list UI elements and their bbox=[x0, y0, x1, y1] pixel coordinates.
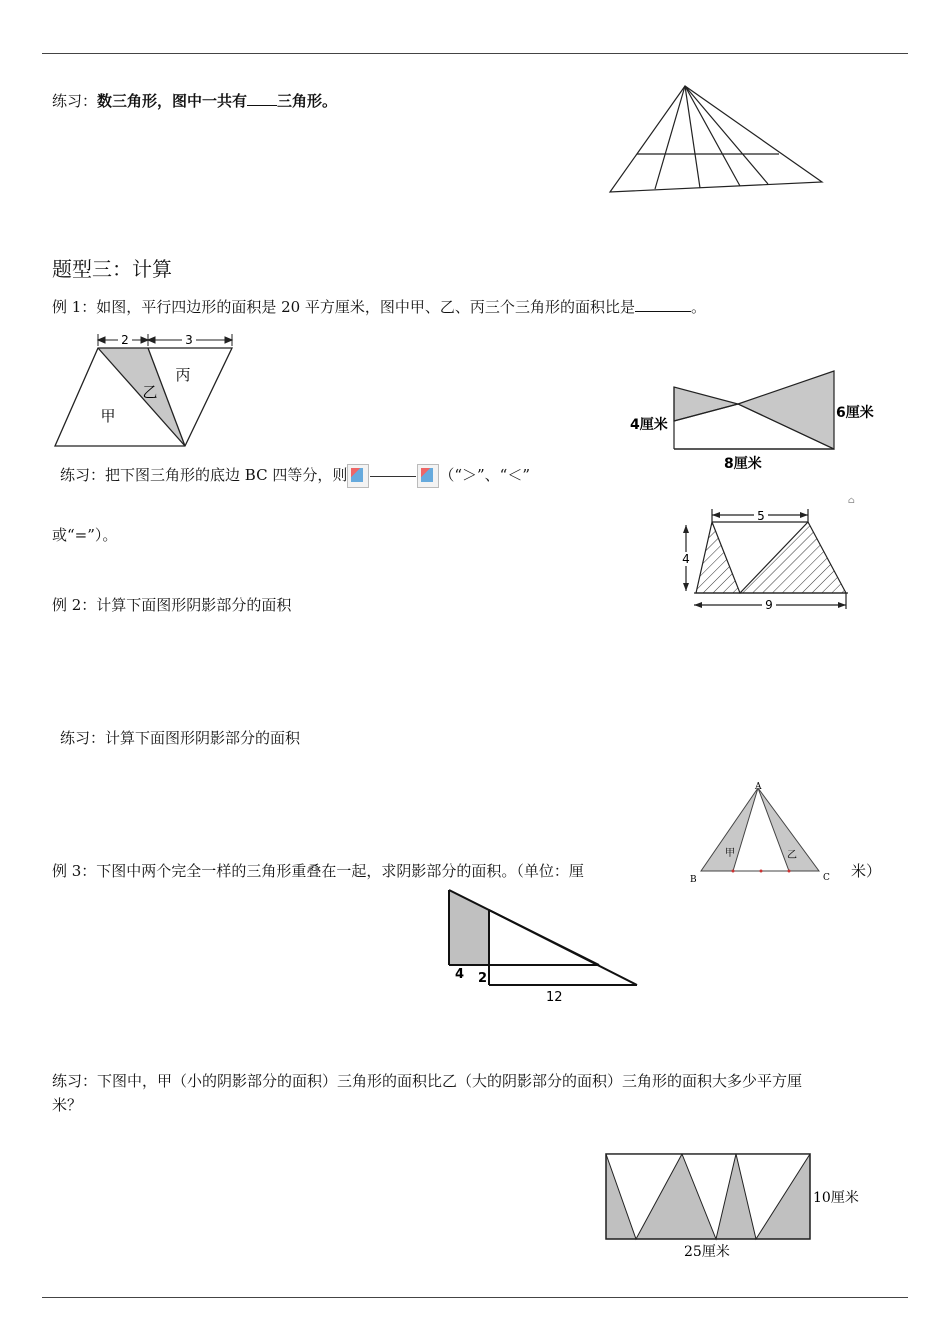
bottom-rule bbox=[42, 1297, 908, 1298]
overlap-label-4: 4 bbox=[455, 967, 465, 982]
fig-jia: 甲 bbox=[100, 407, 116, 425]
fig-top-a: 2 bbox=[121, 333, 129, 347]
practice1-label: 练习： bbox=[52, 92, 98, 110]
example1-text: 例 1：如图，平行四边形的面积是 20 平方厘米，图中甲、乙、丙三个三角形的面积比是 bbox=[52, 298, 635, 316]
example3-text: 例 3：下图中两个完全一样的三角形重叠在一起，求阴影部分的面积。（单位：厘 bbox=[52, 862, 584, 880]
label-a: A bbox=[755, 782, 762, 792]
example1-line bbox=[52, 297, 706, 317]
practice1-blank bbox=[247, 91, 277, 106]
bowtie-right-label: 6厘米 bbox=[836, 405, 874, 421]
anchor-icon: ⌂ bbox=[848, 496, 855, 506]
practice3-text: 练习：计算下面图形阴影部分的面积 bbox=[60, 729, 301, 747]
broken-image-icon bbox=[347, 464, 369, 488]
example1-blank bbox=[635, 297, 691, 312]
triangle-abc-figure bbox=[685, 780, 845, 890]
practice1-line bbox=[52, 91, 337, 111]
parallelogram-figure bbox=[50, 330, 250, 450]
bowtie-bottom-label: 8厘米 bbox=[724, 456, 762, 472]
rectangle-triangles-figure bbox=[600, 1150, 880, 1270]
overlap-label-2: 2 bbox=[478, 971, 488, 986]
top-rule bbox=[42, 53, 908, 54]
fig-bing: 丙 bbox=[175, 366, 191, 384]
overlap-triangles-figure bbox=[440, 885, 660, 1010]
example2-text: 例 2：计算下面图形阴影部分的面积 bbox=[52, 596, 292, 614]
trapezoid-figure bbox=[672, 495, 872, 625]
practice2-options: （“＞”、“＜” bbox=[439, 466, 531, 484]
practice4-line1: 练习：下图中，甲（小的阴影部分的面积）三角形的面积比乙（大的阴影部分的面积）三角形的面积大多少平方厘 bbox=[52, 1072, 803, 1090]
label-c: C bbox=[823, 873, 830, 883]
trap-left-label: 4 bbox=[682, 552, 690, 566]
practice1-after: 三角形。 bbox=[277, 92, 338, 110]
practice4-line2: 米？ bbox=[52, 1096, 83, 1114]
bowtie-left-label: 4厘米 bbox=[630, 417, 668, 433]
label-b: B bbox=[690, 875, 697, 885]
label-jia: 甲 bbox=[725, 848, 735, 859]
fig-yi: 乙 bbox=[142, 383, 158, 401]
section3-title: 题型三：计算 bbox=[52, 257, 172, 281]
trap-bottom-label: 9 bbox=[765, 598, 773, 612]
practice2-text: 练习：把下图三角形的底边 BC 四等分，则 bbox=[60, 466, 348, 484]
practice2-line2: 或“=”）。 bbox=[52, 526, 118, 544]
example1-end: 。 bbox=[690, 298, 706, 316]
rect-width-label: 25厘米 bbox=[684, 1244, 730, 1260]
overlap-label-12: 12 bbox=[546, 990, 563, 1005]
practice2-line bbox=[60, 464, 530, 488]
rect-height-label: 10厘米 bbox=[813, 1190, 859, 1206]
bowtie-figure bbox=[628, 365, 888, 475]
example3-end: 米） bbox=[851, 862, 882, 880]
practice1-before: 数三角形，图中一共有 bbox=[97, 92, 248, 110]
label-yi: 乙 bbox=[787, 850, 797, 861]
broken-image-icon bbox=[417, 464, 439, 488]
fig-top-b: 3 bbox=[185, 333, 193, 347]
trap-top-label: 5 bbox=[757, 509, 765, 523]
compare-blank bbox=[370, 476, 416, 477]
